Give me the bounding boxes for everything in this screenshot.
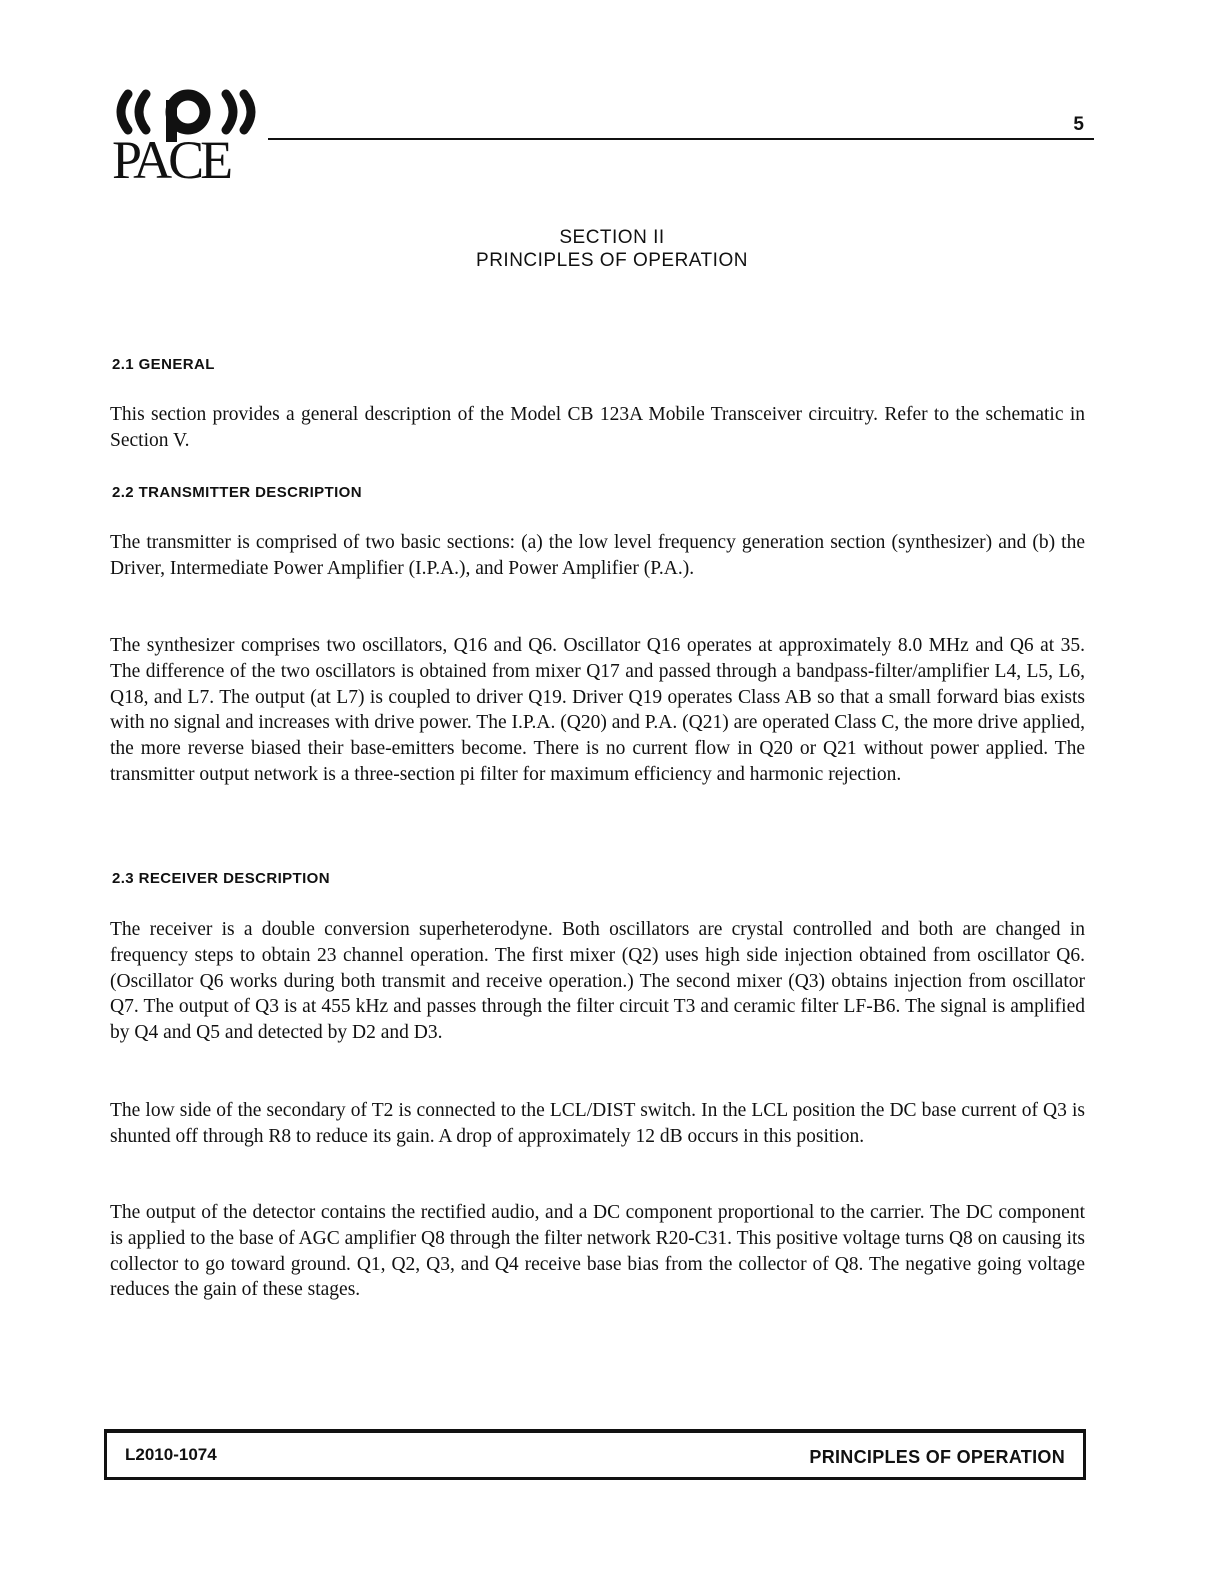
logo-wordmark: PACE xyxy=(112,130,230,190)
pace-logo xyxy=(106,82,276,192)
receiver-paragraph-1: The receiver is a double conversion superheterodyne. Both oscillators are crystal controlled and both are changed in frequency steps to obtain 23 channel operation. The first mixer (Q2) uses high side injection obtained from oscillator Q6. (Oscillator Q6 works during both transmit and receive operation.) The second mixer (Q3) obtains injection from oscillator Q7. The output of Q3 is at 455 kHz and passes through the filter circuit T3 and ceramic filter LF-B6. The signal is amplified by Q4 and Q5 and detected by D2 and D3. xyxy=(110,919,1085,1044)
transmitter-paragraph-2: The synthesizer comprises two oscillators, Q16 and Q6. Oscillator Q16 operates at approximately 8.0 MHz and Q6 at 35. The difference of the two oscillators is obtained from mixer Q17 and passed through a bandpass-filter/amplifier L4, L5, L6, Q18, and L7. The output (at L7) is coupled to driver Q19. Driver Q19 operates Class AB so that a small forward bias exists with no signal and increases with drive power. The I.P.A. (Q20) and P.A. (Q21) are operated Class C, the more drive applied, the more reverse biased their base-emitters become. There is no current flow in Q20 or Q21 without power applied. The transmitter output network is a three-section pi filter for maximum efficiency and harmonic rejection. xyxy=(110,635,1085,785)
footer-title: PRINCIPLES OF OPERATION xyxy=(809,1447,1065,1467)
section-number: SECTION II xyxy=(559,227,665,248)
receiver-paragraph-3: The output of the detector contains the rectified audio, and a DC component proportional to the carrier. The DC component is applied to the base of AGC amplifier Q8 through the filter network R20-C31. This positive voltage turns Q8 on causing its collector to go toward ground. Q1, Q2, Q3, and Q4 receive base bias from the collector of Q8. The negative going voltage reduces the gain of these stages. xyxy=(110,1202,1085,1301)
footer-box xyxy=(104,1429,1086,1480)
section-title: PRINCIPLES OF OPERATION xyxy=(476,250,748,271)
subsection-heading-transmitter: 2.2 TRANSMITTER DESCRIPTION xyxy=(112,484,362,501)
general-paragraph: This section provides a general description of the Model CB 123A Mobile Transceiver circuitry. Refer to the schematic in Section V. xyxy=(110,404,1085,451)
subsection-heading-general: 2.1 GENERAL xyxy=(112,356,215,373)
transmitter-paragraph-1: The transmitter is comprised of two basic sections: (a) the low level frequency generation section (synthesizer) and (b) the Driver, Intermediate Power Amplifier (I.P.A.), and Power Amplifier (P.A.). xyxy=(110,532,1085,579)
receiver-paragraph-2: The low side of the secondary of T2 is connected to the LCL/DIST switch. In the LCL position the DC base current of Q3 is shunted off through R8 to reduce its gain. A drop of approximately 12 dB occurs in this position. xyxy=(110,1100,1085,1147)
section-heading xyxy=(0,226,1224,272)
footer-doc-number: L2010-1074 xyxy=(125,1445,217,1464)
header-rule xyxy=(268,138,1094,140)
subsection-heading-receiver: 2.3 RECEIVER DESCRIPTION xyxy=(112,870,330,887)
page-number: 5 xyxy=(1073,114,1084,135)
